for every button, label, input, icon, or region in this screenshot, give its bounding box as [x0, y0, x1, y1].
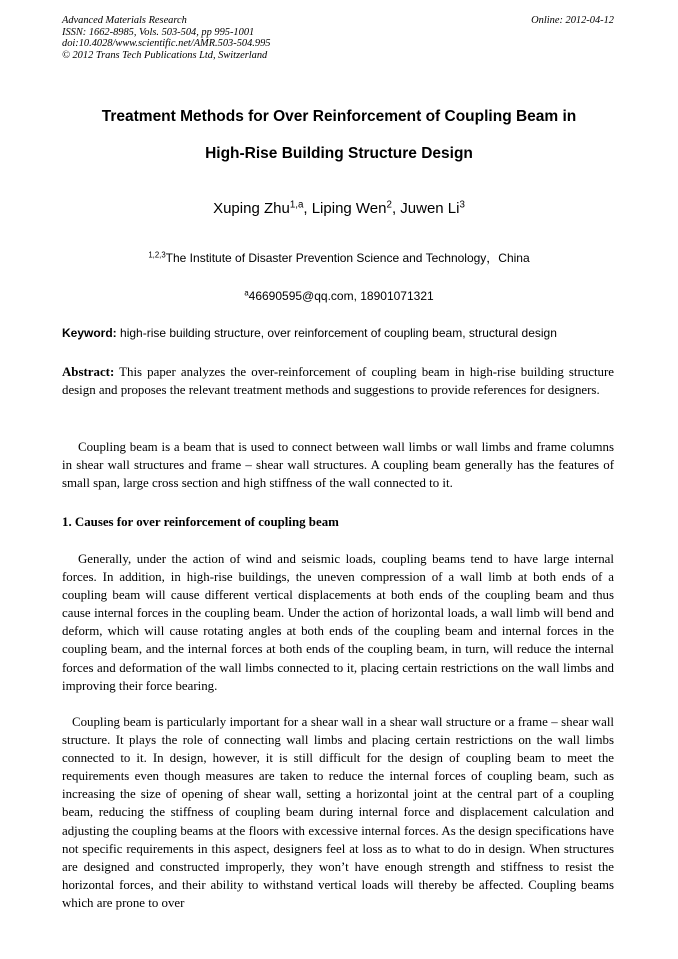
- issn-line: ISSN: 1662-8985, Vols. 503-504, pp 995-1001: [62, 26, 255, 38]
- author-list: [40, 200, 638, 217]
- contact-sup: a: [244, 288, 249, 298]
- section-1-heading: 1. Causes for over reinforcement of coupling beam: [62, 515, 339, 529]
- author-3: Juwen Li: [400, 200, 460, 217]
- keywords: [62, 326, 622, 340]
- abstract: [62, 363, 614, 399]
- intro-paragraph: Coupling beam is a beam that is used to connect between wall limbs or wall limbs and frame columns in shear wall structures and frame – shear wall structures. A coupling beam generally has the features of small span, large cross section and high stiffness of the wall connected to it.: [62, 440, 614, 491]
- affiliation: [40, 249, 638, 266]
- abstract-text: This paper analyzes the over-reinforcement of coupling beam in high-rise building structure design and proposes the relevant treatment methods and suggestions to provide references for designers.: [62, 365, 614, 398]
- affiliation-text: The Institute of Disaster Prevention Science and Technology，China: [165, 251, 530, 265]
- author-1: Xuping Zhu: [213, 200, 290, 217]
- abstract-label: Abstract:: [62, 365, 115, 379]
- contact-text: 46690595@qq.com, 18901071321: [248, 289, 434, 303]
- author-2: Liping Wen: [311, 200, 387, 217]
- doi-line: doi:10.4028/www.scientific.net/AMR.503-504.995: [62, 38, 271, 50]
- paper-title-line-2: High-Rise Building Structure Design: [205, 145, 473, 162]
- section-1-paragraph-2: Coupling beam is particularly important for a shear wall in a shear wall structure or a frame – shear wall structure. It plays the role of connecting wall limbs and placing certain restrictions on the wall limbs connected to it. In design, however, it is still difficult for the design of coupling beam to meet the requirements even though measures are taken to reduce the internal forces of coupling beam, such as increasing the size of opening of shear wall, setting a horizontal joint at the central part of a coupling beam, reducing the stiffness of coupling beam during internal force and displacement calculation and adjusting the coupling beams at the floors with excessive internal forces. As the design specifications have not specific requirements in this aspect, designers feel at loss as to what to do in design. When structures are designed and constructed improperly, they won’t have enough strength and stiffness to resist the horizontal forces, and their ability to withstand vertical loads will thereby be affected. Coupling beams which are prone to over: [62, 715, 614, 910]
- contact-info: [40, 289, 638, 303]
- affiliation-sup: 1,2,3: [148, 250, 166, 260]
- copyright-line: © 2012 Trans Tech Publications Ltd, Switzerland: [62, 49, 268, 61]
- author-separator: ,: [303, 200, 312, 217]
- author-2-sup: 2: [386, 199, 392, 211]
- author-separator: ,: [391, 200, 401, 217]
- keyword-label: Keyword:: [62, 326, 117, 340]
- paper-title-line-1: Treatment Methods for Over Reinforcement of Coupling Beam in: [101, 108, 577, 125]
- journal-name: Advanced Materials Research: [62, 15, 187, 26]
- section-1-paragraph-1: Generally, under the action of wind and seismic loads, coupling beams tend to have large internal forces. In addition, in high-rise buildings, the uneven compression of a wall limb at both ends of a coupling beam will cause different vertical displacements at both ends of the coupling beam and thus cause internal forces in the coupling beam. Under the action of horizontal loads, a wall limb will bend and deform, which will cause rotating angles at both ends of the coupling beam and internal forces in the coupling beam, and the internal forces at both ends of the coupling beam, in turn, will reduce the internal forces and deformation of the wall limbs connected to it, placing certain restrictions on the wall limbs and improving their force bearing.: [62, 552, 614, 693]
- online-date: Online: 2012-04-12: [531, 15, 614, 26]
- keyword-text: high-rise building structure, over reinforcement of coupling beam, structural design: [116, 326, 557, 340]
- journal-header: [62, 15, 270, 61]
- author-1-sup: 1,a: [289, 199, 304, 211]
- author-3-sup: 3: [459, 199, 465, 211]
